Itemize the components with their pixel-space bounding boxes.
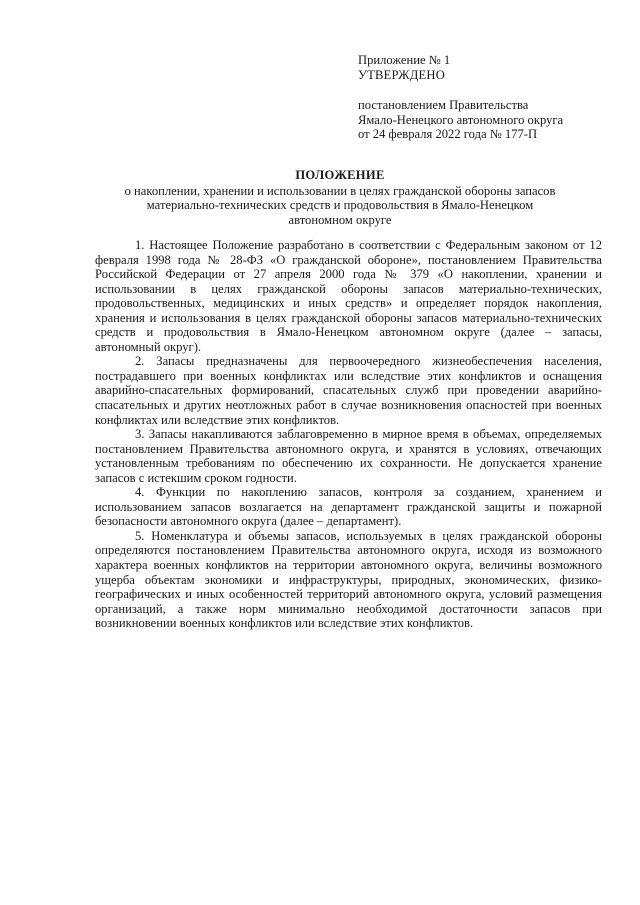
decree-line: Ямало-Ненецкого автономного округа (358, 112, 564, 127)
appendix-label: Приложение № 1 (358, 53, 451, 67)
decree-reference (358, 98, 628, 142)
paragraph-4: 4. Функции по накоплению запасов, контроля за созданием, хранением и использованием запасов возлагается на департамент гражданской защиты и пожарной безопасности автономного округа (далее – департамент). (95, 485, 602, 529)
paragraph-3: 3. Запасы накапливаются заблаговременно в мирное время в объемах, определяемых постановлением Правительства автономного округа, и хранятся в условиях, отвечающих установленным требованиям по обеспечению их сохранности. Не допускается хранение запасов с истекшим сроком годности. (95, 427, 602, 485)
document-body (95, 238, 602, 631)
decree-line: постановлением Правительства (358, 98, 529, 112)
decree-line: от 24 февраля 2022 года № 177-П (358, 127, 538, 141)
approved-stamp: УТВЕРЖДЕНО (358, 67, 446, 82)
document-heading (95, 168, 585, 227)
approval-block (358, 53, 628, 142)
document-subtitle-line: материально-технических средств и продовольствия в Ямало-Ненецком (146, 198, 534, 213)
paragraph-2: 2. Запасы предназначены для первоочередного жизнеобеспечения населения, пострадавшего при военных конфликтах или вследствие этих конфликтов и оснащения аварийно-спасательных формирований, спасательных служб при проведении аварийно-спасательных и других неотложных работ в случае возникновения опасностей при военных конфликтах или вследствие этих конфликтов. (95, 354, 602, 427)
paragraph-1: 1. Настоящее Положение разработано в соответствии с Федеральным законом от 12 февраля 1998 года № 28-ФЗ «О гражданской обороне», постановлением Правительства Российской Федерации от 27 апреля 2000 года № 379 «О накоплении, хранении и использовании в целях гражданской обороны запасов материально-технических, продовольственных, медицинских и иных средств» и определяет порядок накопления, хранения и использования в целях гражданской обороны запасов материально-технических средств и продовольствия в Ямало-Ненецком автономном округе (далее – запасы, автономный округ). (95, 238, 602, 354)
document-subtitle-line: автономном округе (288, 212, 392, 227)
document-subtitle-line: о накоплении, хранении и использовании в целях гражданской обороны запасов (124, 183, 556, 198)
paragraph-5: 5. Номенклатура и объемы запасов, используемых в целях гражданской обороны определяются постановлением Правительства автономного округа, исходя из возможного характера военных конфликтов на территории автономного округа, величины возможного ущерба объектам экономики и инфраструктуры, природных, экономических, физико-географических и иных особенностей территорий автономного округа, условий размещения организаций, а также норм минимально необходимой достаточности запасов при возникновении военных конфликтов или вследствие этих конфликтов. (95, 528, 602, 631)
document-title: ПОЛОЖЕНИЕ (295, 168, 385, 182)
